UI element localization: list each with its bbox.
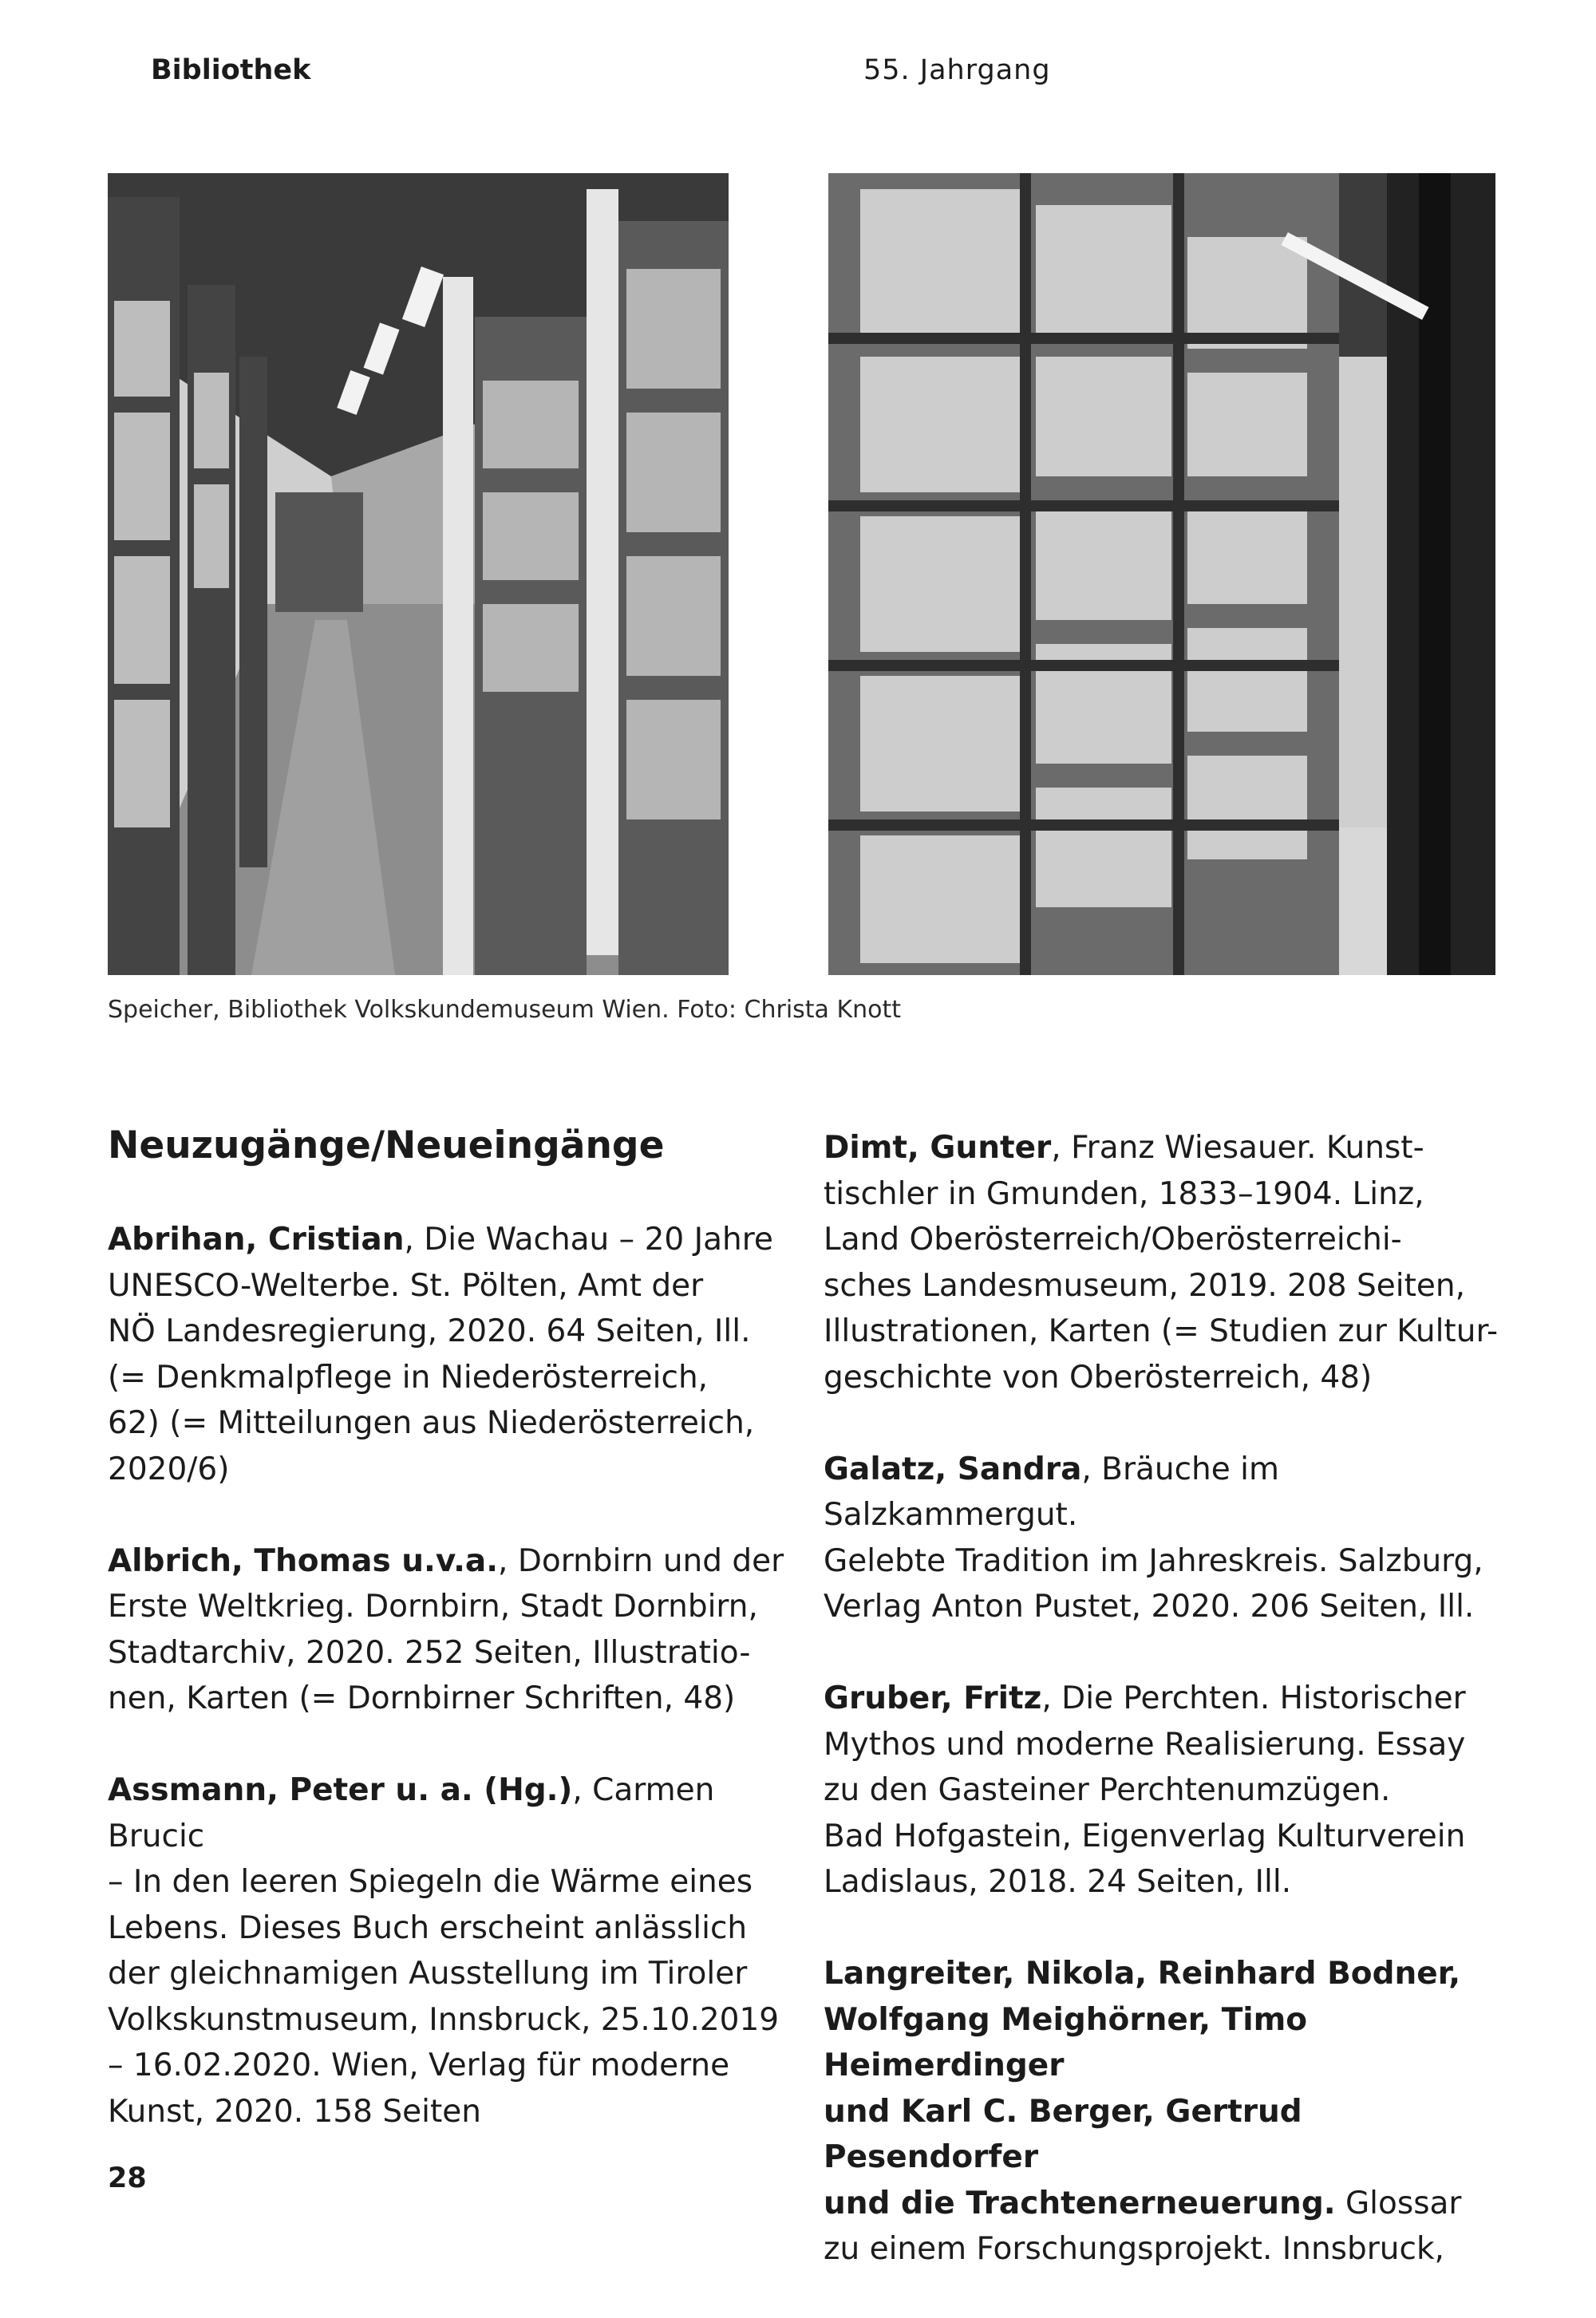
entry-author: Galatz, Sandra <box>824 1451 1082 1487</box>
entry-author: Gruber, Fritz <box>824 1680 1042 1716</box>
entry-author: Langreiter, Nikola, Reinhard Bodner, <box>824 1956 1461 1992</box>
entry: Abrihan, Cristian, Die Wachau – 20 Jahre UNESCO-Welterbe. St. Pölten, Amt der NÖ Landesregierung, 2020. 64 Seiten, Ill. (= Denkmalpflege in Niederösterreich, 62) (= Mitteilungen aus Niederösterreich, 2020/6) <box>108 1222 773 1487</box>
entry: Dimt, Gunter, Franz Wiesauer. Kunst- tischler in Gmunden, 1833–1904. Linz, Land Oberösterreich/Oberösterreichi- sches Landesmuseum, 2019. 208 Seiten, Illustrationen, Karten (= Studien zur Kultur- geschichte von Oberösterreich, 48) <box>824 1130 1499 1396</box>
entry-author: Abrihan, Cristian <box>108 1222 405 1258</box>
entry: Assmann, Peter u. a. (Hg.), Carmen Brucic – In den leeren Spiegeln die Wärme eines Lebens. Dieses Buch erscheint anlässlich der gleichnamigen Ausstellung im Tiroler Volkskunstmuseum, Innsbruck, 25.10.2019 – 16.02.2020. Wien, Verlag für moderne Kunst, 2020. 158 Seiten <box>108 1772 780 2130</box>
library-stacks-photo-left <box>108 173 729 975</box>
running-head-section: Bibliothek <box>151 54 311 86</box>
entry-author: Dimt, Gunter <box>824 1130 1052 1166</box>
entry: Albrich, Thomas u.v.a., Dornbirn und der Erste Weltkrieg. Dornbirn, Stadt Dornbirn, Stadtarchiv, 2020. 252 Seiten, Illustratio- nen, Karten (= Dornbirner Schriften, 48) <box>108 1542 784 1716</box>
running-head-volume: 55. Jahrgang <box>863 54 1051 86</box>
section-title: Neuzugänge/Neueingänge <box>108 1123 665 1167</box>
entry: Langreiter, Nikola, Reinhard Bodner, Wolfgang Meighörner, Timo Heimerdinger und Karl C. Berger, Gertrud Pesendorfer und die Trachtenerneuerung. Glossar zu einem Forschungsprojekt. Innsbruck, <box>824 1956 1462 2267</box>
entries-column-left <box>108 1125 786 2181</box>
entry: Gruber, Fritz, Die Perchten. Historischer Mythos und moderne Realisierung. Essay zu den Gasteiner Perchtenumzügen. Bad Hofgastein, Eigenverlag Kulturverein Ladislaus, 2018. 24 Seiten, Ill. <box>824 1680 1466 1900</box>
entry-author: Albrich, Thomas u.v.a. <box>108 1542 499 1579</box>
photo-caption: Speicher, Bibliothek Volkskundemuseum Wien. Foto: Christa Knott <box>108 996 902 1024</box>
entry: Galatz, Sandra, Bräuche im Salzkammergut. Gelebte Tradition im Jahreskreis. Salzburg, Verlag Anton Pustet, 2020. 206 Seiten, Ill. <box>824 1451 1483 1625</box>
page-number: 28 <box>108 2162 147 2194</box>
library-stacks-photo-right <box>828 173 1495 975</box>
entry-author: Assmann, Peter u. a. (Hg.) <box>108 1772 573 1808</box>
entries-column-right <box>824 1125 1502 2318</box>
